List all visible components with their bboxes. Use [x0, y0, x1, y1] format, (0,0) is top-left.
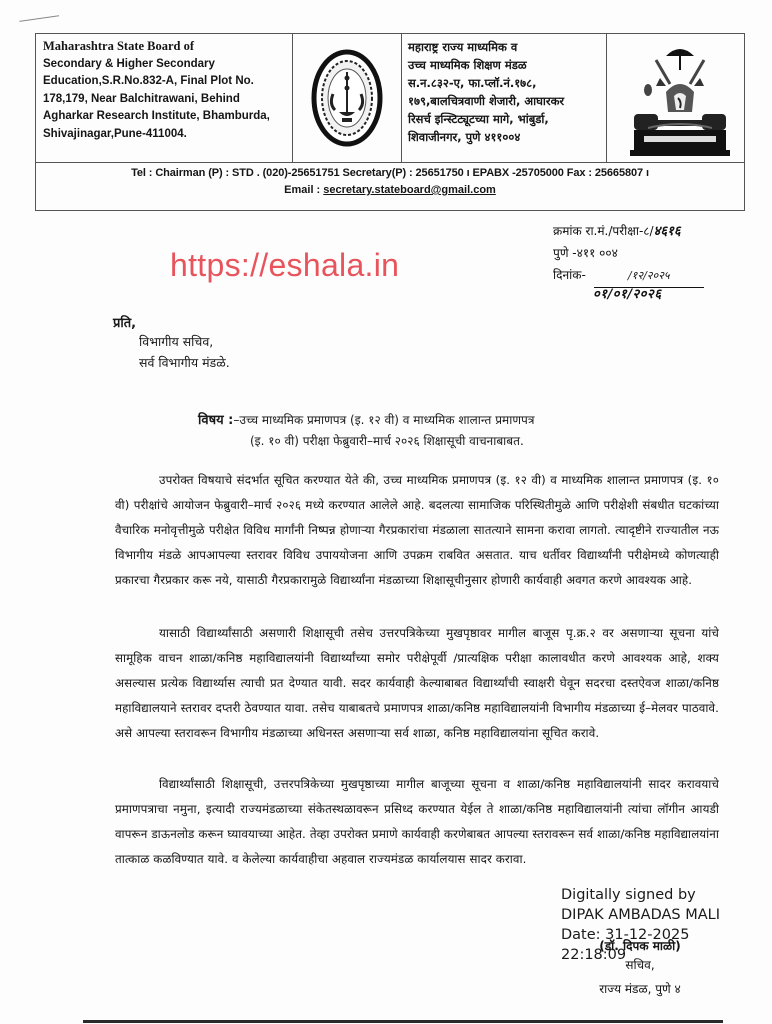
- date-label: दिनांक-: [553, 268, 586, 282]
- subject-line-1: [198, 410, 668, 431]
- reference-number: [553, 220, 763, 242]
- reference-city: पुणे -४११ ००४: [553, 246, 618, 260]
- addressee-line: विभागीय सचिव,: [139, 334, 214, 349]
- email-label: Email :: [284, 184, 324, 196]
- digital-signature-signer: DIPAK AMBADAS MALI: [561, 907, 721, 923]
- reference-block: [553, 220, 763, 302]
- marathi-address-line: उच्च माध्यमिक शिक्षण मंडळ: [408, 58, 527, 72]
- date-printed: /१२/२०२५: [594, 265, 704, 288]
- maharashtra-emblem-icon: [626, 40, 734, 158]
- reference-prefix: क्रमांक रा.मं./परीक्षा-८/: [553, 224, 654, 238]
- footer-rule: [83, 1020, 723, 1023]
- addressee-label: प्रति,: [113, 316, 137, 331]
- marathi-address-line: रिसर्च इन्स्टिट्यूटच्या मागे, भांबुर्डा,: [408, 112, 549, 126]
- reference-date: [553, 264, 763, 286]
- letterhead: [35, 33, 745, 211]
- english-address-line: Shivajinagar,Pune-411004.: [43, 127, 187, 140]
- date-handwritten: ०१/०१/२०२६: [593, 287, 662, 302]
- signatory-office: राज्य मंडळ, पुणे ४: [599, 982, 681, 996]
- reference-handwritten-number: ४६१६: [653, 224, 681, 239]
- divider: [401, 34, 402, 162]
- digital-signature-line: Digitally signed by: [561, 887, 696, 903]
- contact-info: [36, 162, 744, 196]
- divider: [292, 34, 293, 162]
- english-address-line: Education,S.R.No.832-A, Final Plot No.: [43, 75, 254, 87]
- phone-fax-line: Tel : Chairman (P) : STD . (020)-25651751 Secretary(P) : 25651750 ı EPABX -25705000 Fax : 25665807 ı: [131, 167, 649, 179]
- marathi-address-line: शिवाजीनगर, पुणे ४११००४: [408, 130, 521, 144]
- scan-corner-mark: [19, 15, 60, 33]
- digital-signature-date: Date: 31-12-2025: [561, 927, 690, 943]
- signatory-block: [560, 938, 720, 1000]
- english-address: [43, 38, 295, 143]
- subject-text-1: –उच्च माध्यमिक प्रमाणपत्र (इ. १२ वी) व माध्यमिक शालान्त प्रमाणपत्र: [233, 413, 535, 427]
- marathi-address-line: स.न.८३२-ए, फा.प्लॉ.नं.१७८,: [408, 76, 537, 90]
- english-address-line: Agharkar Research Institute, Bhamburda,: [43, 110, 270, 122]
- english-address-line: Secondary & Higher Secondary: [43, 57, 215, 70]
- watermark-url: https://eshala.in: [170, 247, 400, 283]
- digital-signature-time: 22:18:09: [561, 947, 627, 963]
- letterhead-top-row: [36, 34, 744, 163]
- marathi-address: [408, 38, 604, 146]
- body-paragraph-2: यासाठी विद्यार्थ्यांसाठी असणारी शिक्षासूची तसेच उत्तरपत्रिकेच्या मुखपृष्ठावर मागील बाजूस पृ.क्र.२ वर असणाऱ्या सूचना यांचे सामूहिक वाचन शाळा/कनिष्ठ महाविद्यालयांनी विद्यार्थ्यांच्या समोर परीक्षेपूर्वी /प्रात्यक्षिक परीक्षा कालावधीत करणे आवश्यक आहे, शक्य असल्यास प्रत्येक विद्यार्थ्यास त्याची प्रत देण्यात यावी. सदर कार्यवाही केल्याबाबत विद्यार्थ्यांची स्वाक्षरी घेवून सदरचा दस्तऐवज शाळा/कनिष्ठ महाविद्यालयाने स्तरावर दप्तरी ठेवण्यात यावा. तसेच याबाबतचे प्रमाणपत्र शाळा/कनिष्ठ महाविद्यालयांनी विभागीय मंडळाच्या ई–मेलवर पाठवावे. असे आपल्या स्तरावरून विभागीय मंडळाच्या अधिनस्त असणाऱ्या सर्व शाळा, कनिष्ठ महाविद्यालयांना सूचित करावे.: [115, 626, 719, 740]
- subject-line-2: (इ. १० वी) परीक्षा फेब्रुवारी–मार्च २०२६ शिक्षासूची वाचनाबाबत.: [250, 434, 524, 448]
- subject-block: [198, 410, 668, 452]
- body-paragraph-1: उपरोक्त विषयाचे संदर्भात सूचित करण्यात येते की, उच्च माध्यमिक प्रमाणपत्र (इ. १२ वी) व माध्यमिक शालान्त प्रमाणपत्र (इ. १० वी) परीक्षांचे आयोजन फेब्रुवारी–मार्च २०२६ मध्ये करण्यात आलेले आहे. बदलत्या सामाजिक परिस्थितीमुळे आणि परीक्षेशी संबधीत घटकांच्या वैचारिक मनोवृत्तीमुळे परीक्षेत विविध मार्गांनी निष्पन्न होणाऱ्या गैरप्रकारांचा मंडळाला सातत्याने सामना करावा लागतो. त्यादृष्टीने राज्यातील नऊ विभागीय मंडळे आपआपल्या स्तरावर विविध उपाययोजना आणि उपक्रम राबवित असतात. याच धर्तीवर विद्यार्थ्यांनी परीक्षेमध्ये कोणत्याही प्रकारचा गैरप्रकार करू नये, यासाठी गैरप्रकारामुळे विद्यार्थ्यांना मंडळाच्या शिक्षासूचीनुसार होणारी कार्यवाही अवगत करणे आवश्यक आहे.: [115, 473, 719, 587]
- body-paragraph-3: विद्यार्थ्यांसाठी शिक्षासूची, उत्तरपत्रिकेच्या मुखपृष्ठाच्या मागील बाजूच्या सूचना व शाळा/कनिष्ठ महाविद्यालयांनी सादर करावयाचे प्रमाणपत्राचा नमुना, इत्यादी राज्यमंडळाच्या संकेतस्थळावरून प्रसिध्द करण्यात येईल ते शाळा/कनिष्ठ महाविद्यालयांनी त्यांचा लॉगीन आयडी वापरून डाऊनलोड करून घ्यावयाच्या आहेत. तेव्हा उपरोक्त प्रमाणे कार्यवाही करणेबाबत आपल्या स्तरावरून सर्व शाळा/कनिष्ठ महाविद्यालयांना तात्काळ कळविण्यात यावे. व केलेल्या कार्यवाहीचा अहवाल राज्यमंडळ कार्यालयास सादर करावा.: [115, 777, 719, 866]
- english-address-line: 178,179, Near Balchitrawani, Behind: [43, 92, 240, 105]
- marathi-address-line: महाराष्ट्र राज्य माध्यमिक व: [408, 40, 518, 54]
- signatory-name: (डॉ. दिपक माळी): [599, 939, 681, 953]
- addressee-block: [113, 313, 230, 373]
- signatory-title: सचिव,: [625, 958, 655, 972]
- board-seal-icon: [311, 48, 383, 148]
- addressee-line: सर्व विभागीय मंडळे.: [139, 355, 230, 370]
- email-line: [36, 184, 744, 196]
- subject-label: विषय :: [198, 413, 234, 428]
- email-link[interactable]: secretary.stateboard@gmail.com: [323, 184, 496, 196]
- marathi-address-line: १७९,बालचित्रवाणी शेजारी, आघारकर: [408, 94, 565, 108]
- divider: [606, 34, 607, 162]
- english-address-line: Maharashtra State Board of: [43, 39, 195, 53]
